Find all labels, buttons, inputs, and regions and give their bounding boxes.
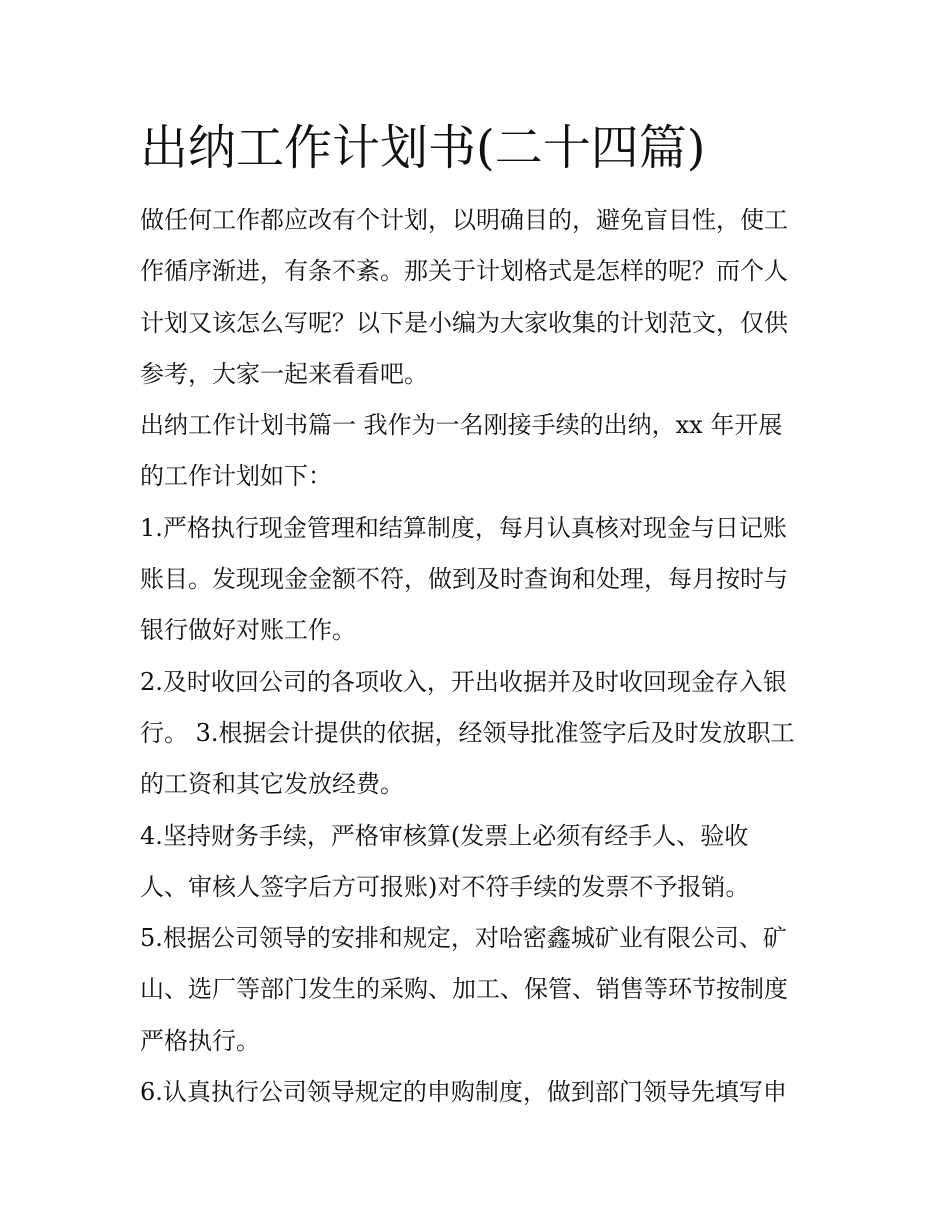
- body-line: 做任何工作都应改有个计划，以明确目的，避免盲目性，使工: [140, 206, 788, 234]
- body-line: 严格执行。: [140, 1026, 260, 1055]
- body-line: 行。 3.根据会计提供的依据，经领导批准签字后及时发放职工: [140, 718, 795, 747]
- body-line: 银行做好对账工作。: [140, 616, 356, 645]
- document-body: [140, 195, 820, 1118]
- body-line: 作循序渐进，有条不紊。那关于计划格式是怎样的呢？而个人: [140, 257, 788, 286]
- body-line: 2.及时收回公司的各项收入，开出收据并及时收回现金存入银: [140, 667, 787, 696]
- body-line: 人、审核人签字后方可报账)对不符手续的发票不予报销。: [140, 872, 750, 901]
- body-line: 出纳工作计划书篇一 我作为一名刚接手续的出纳，xx 年开展: [140, 411, 783, 440]
- body-line: 计划又该怎么写呢？以下是小编为大家收集的计划范文，仅供: [140, 308, 788, 337]
- body-line: 5.根据公司领导的安排和规定，对哈密鑫城矿业有限公司、矿: [140, 924, 787, 953]
- body-line: 6.认真执行公司领导规定的申购制度，做到部门领导先填写申: [140, 1078, 787, 1107]
- body-line: 山、选厂等部门发生的采购、加工、保管、销售等环节按制度: [140, 975, 788, 1004]
- body-line: 的工作计划如下：: [140, 462, 332, 491]
- body-line: 的工资和其它发放经费。: [140, 770, 404, 799]
- body-line: 1.严格执行现金管理和结算制度，每月认真核对现金与日记账: [140, 513, 787, 542]
- body-line: 账目。发现现金金额不符，做到及时查询和处理，每月按时与: [140, 565, 788, 594]
- body-line: 4.坚持财务手续，严格审核算(发票上必须有经手人、验收: [140, 821, 749, 850]
- body-line: 参考，大家一起来看看吧。: [140, 359, 428, 388]
- document-title: 出纳工作计划书(二十四篇): [140, 120, 706, 176]
